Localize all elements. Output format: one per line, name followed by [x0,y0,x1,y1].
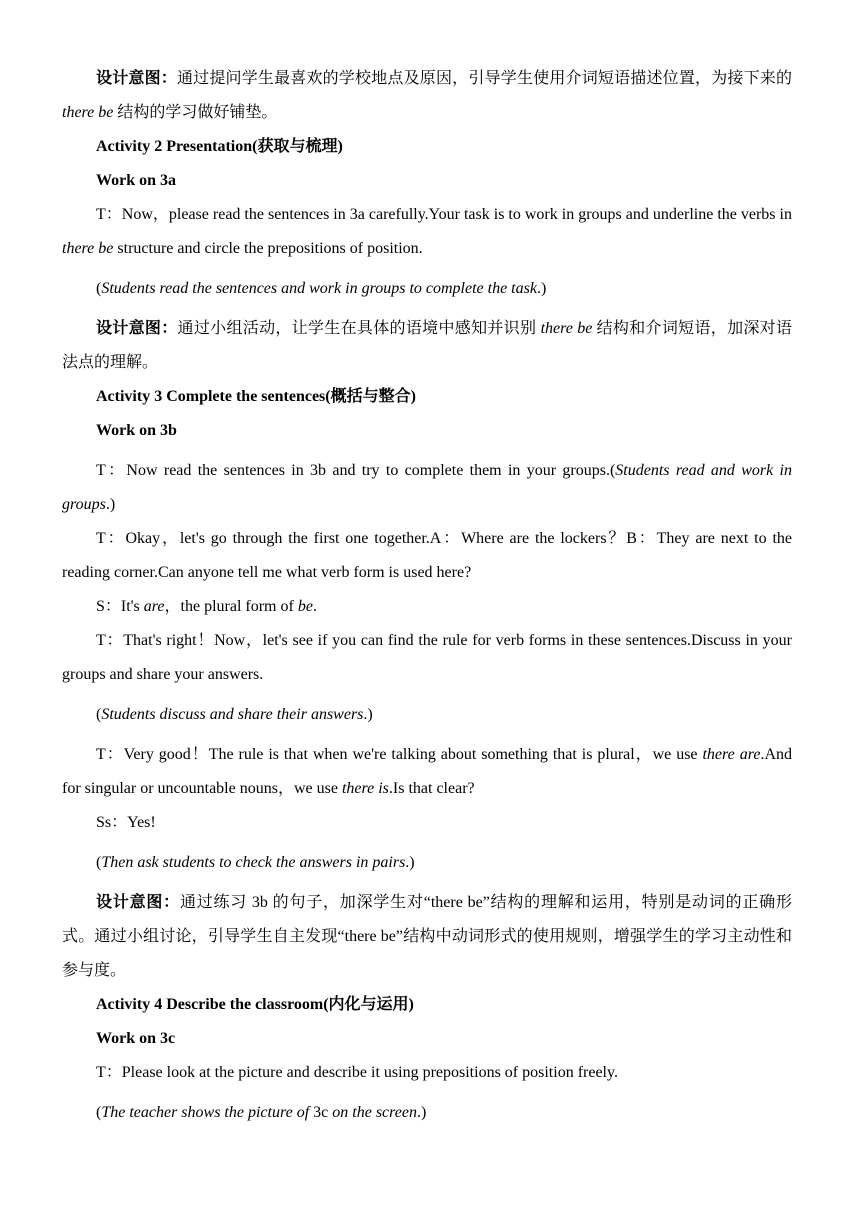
text-run: Students read and work in groups [62,462,792,513]
text-run: Activity 3 Complete the sentences(概括与整合) [96,388,416,405]
design-intent-paragraph [62,62,792,130]
text-run: there be [62,240,114,257]
text-run: there are [702,746,761,763]
section-heading [62,380,792,414]
text-run: Work on 3b [96,422,177,439]
dialogue-paragraph [62,1056,792,1090]
text-run: 设计意图： [96,894,180,911]
text-run: .) [416,1104,427,1121]
text-run: 结构和介词短语，加深对语法点的理解。 [62,320,792,371]
text-run: structure and circle the prepositions of position. [113,240,423,257]
text-run: there be [62,104,114,121]
text-run: ( [96,1104,102,1121]
dialogue-paragraph [62,454,792,522]
text-run: . [312,598,317,615]
text-run: T：That's right！Now，let's see if you can find the rule for verb forms in these sentences.Discuss in your groups and share your answers. [62,632,792,683]
text-run: The teacher shows the picture of [101,1104,314,1121]
section-heading [62,130,792,164]
design-intent-paragraph [62,886,792,988]
text-run: Work on 3a [96,172,177,189]
text-run: 设计意图： [96,320,178,337]
text-run: ( [96,854,102,871]
text-run: 通过练习 3b 的句子，加深学生对“there be”结构的理解和运用，特别是动词的正确形式。通过小组讨论，引导学生自主发现“there be”结构中动词形式的使用规则，增强学生的学习主动性和参与度。 [62,894,792,979]
dialogue-paragraph [62,1096,792,1130]
text-run: .) [536,280,547,297]
text-run: Then ask students to check the answers in pairs [101,854,406,871]
design-intent-paragraph [62,312,792,380]
lesson-plan-body [62,62,792,1130]
text-run: T：Please look at the picture and describe it using prepositions of position freely. [96,1064,618,1081]
text-run: .) [363,706,373,723]
dialogue-paragraph [62,846,792,880]
text-run: ( [96,280,102,297]
text-run: .) [105,496,116,513]
text-run: S：It's [96,598,144,615]
text-run: ，the plural form of [164,598,298,615]
text-run: T：Very good！The rule is that when we're talking about something that is plural，we use [96,746,703,763]
text-run: T：Okay，let's go through the first one together.A：Where are the lockers？B：They are next to the reading corner.Can anyone tell me what verb form is used here? [62,530,792,581]
text-run: 结构的学习做好铺垫。 [113,104,278,121]
text-run: T：Now，please read the sentences in 3a carefully.Your task is to work in groups and underline the verbs in [96,206,792,223]
section-heading [62,164,792,198]
text-run: Activity 4 Describe the classroom(内化与运用) [96,996,414,1013]
dialogue-paragraph [62,806,792,840]
text-run: on the screen [328,1104,417,1121]
dialogue-paragraph [62,198,792,266]
text-run: there is [341,780,389,797]
text-run: 通过小组活动，让学生在具体的语境中感知并识别 [177,320,541,337]
text-run: Students discuss and share their answers [101,706,364,723]
text-run: T：Now read the sentences in 3b and try to complete them in your groups.( [96,462,616,479]
text-run: Ss：Yes! [96,814,156,831]
section-heading [62,1022,792,1056]
text-run: Work on 3c [96,1030,176,1047]
section-heading [62,988,792,1022]
dialogue-paragraph [62,272,792,306]
dialogue-paragraph [62,624,792,692]
text-run: Activity 2 Presentation(获取与梳理) [96,138,343,155]
dialogue-paragraph [62,738,792,806]
text-run: .Is that clear? [388,780,475,797]
dialogue-paragraph [62,698,792,732]
text-run: be [297,598,313,615]
text-run: 通过提问学生最喜欢的学校地点及原因，引导学生使用介词短语描述位置，为接下来的 [176,70,792,87]
text-run: .) [405,854,415,871]
text-run: there be [540,320,593,337]
text-run: 3c [313,1104,329,1121]
text-run: .And for singular or uncountable nouns，we use [62,746,792,797]
text-run: Students read the sentences and work in groups to complete the task [101,280,537,297]
dialogue-paragraph [62,522,792,590]
dialogue-paragraph [62,590,792,624]
text-run: ( [96,706,102,723]
text-run: are [143,598,165,615]
text-run: 设计意图： [96,70,177,87]
section-heading [62,414,792,448]
